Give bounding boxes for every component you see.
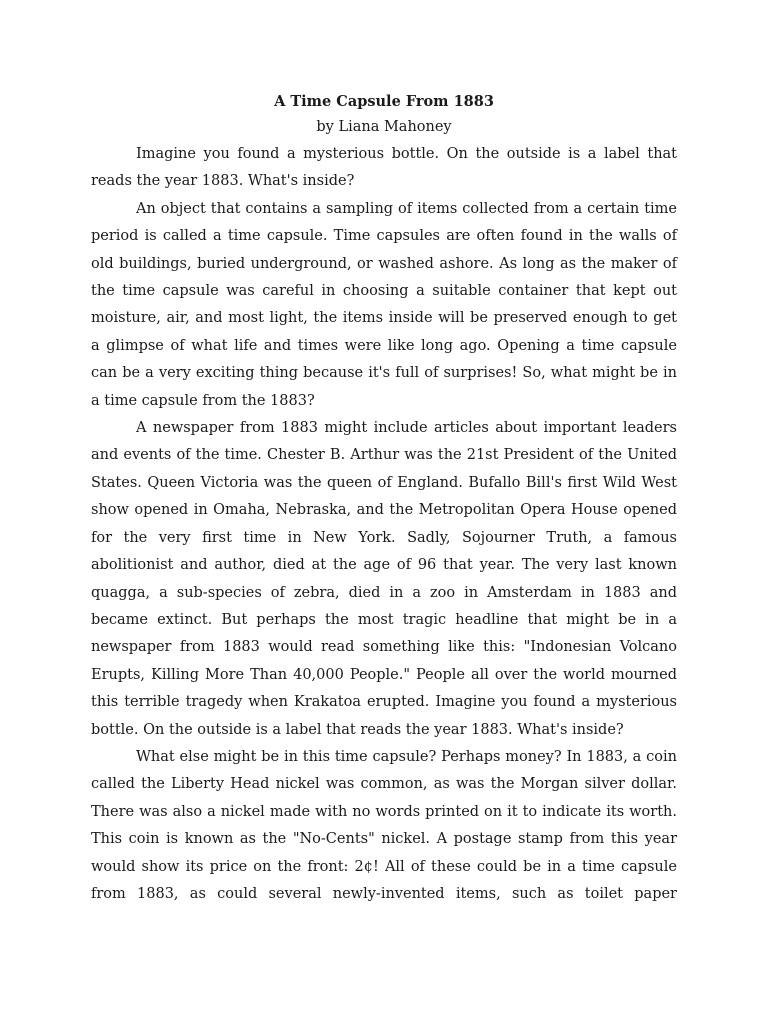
document-title: A Time Capsule From 1883	[274, 93, 494, 110]
paragraph-definition: An object that contains a sampling of items collected from a certain time period is called a time capsule. Time capsules are often found in the walls of old buildings, buried underground, or washed ashore. As long as the maker of the time capsule was careful in choosing a suitable container that kept out moisture, air, and most light, the items inside will be preserved enough to get a glimpse of what life and times were like long ago. Opening a time capsule can be a very exciting thing because it's full of surprises! So, what might be in a time capsule from the 1883?	[91, 200, 677, 409]
paragraph-money: What else might be in this time capsule? Perhaps money? In 1883, a coin called the Liberty Head nickel was common, as was the Morgan silver dollar. There was also a nickel made with no words printed on it to indicate its worth. This coin is known as the "No-Cents" nickel. A postage stamp from this year would show its price on the front: 2¢! All of these could be in a time capsule from 1883, as could several newly-invented items, such as toilet paper	[91, 748, 677, 902]
paragraph-intro: Imagine you found a mysterious bottle. On the outside is a label that reads the year 1883. What's inside?	[91, 146, 677, 190]
document-page	[91, 90, 677, 908]
author-byline: by Liana Mahoney	[316, 119, 452, 135]
paragraph-newspaper: A newspaper from 1883 might include articles about important leaders and events of the time. Chester B. Arthur was the 21st President of the United States. Queen Victoria was the queen of England. Bufallo Bill's first Wild West show opened in Omaha, Nebraska, and the Metropolitan Opera House opened for the very first time in New York. Sadly, Sojourner Truth, a famous abolitionist and author, died at the age of 96 that year. The very last known quagga, a sub-species of zebra, died in a zoo in Amsterdam in 1883 and became extinct. But perhaps the most tragic headline that might be in a newspaper from 1883 would read something like this: "Indonesian Volcano Erupts, Killing More Than 40,000 People." People all over the world mourned this terrible tragedy when Krakatoa erupted. Imagine you found a mysterious bottle. On the outside is a label that reads the year 1883. What's inside?	[91, 420, 677, 738]
